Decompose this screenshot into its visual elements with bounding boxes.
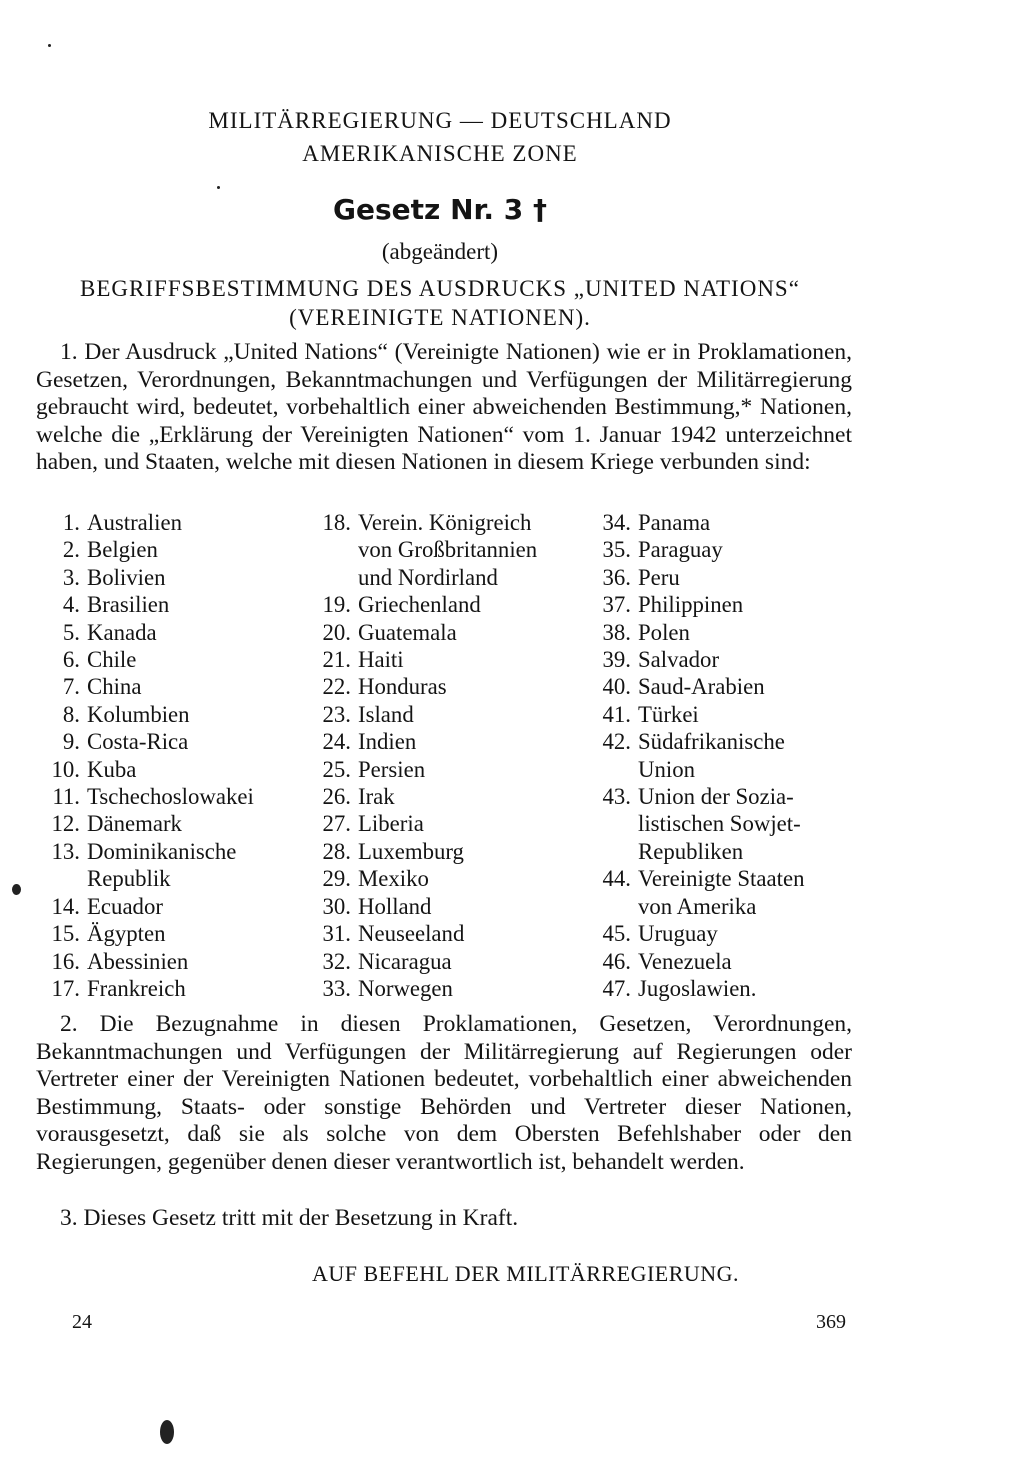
country-name: Island — [358, 701, 414, 727]
country-row — [34, 893, 254, 920]
country-row — [585, 536, 804, 563]
country-number: 10. — [51, 756, 80, 782]
country-entry — [34, 975, 254, 1002]
country-name: Nicaragua — [358, 948, 452, 974]
country-row — [34, 838, 254, 865]
country-entry — [34, 810, 254, 837]
country-entry — [34, 838, 254, 893]
country-number: 24. — [322, 729, 351, 755]
page-number-left: 24 — [72, 1311, 92, 1333]
country-row — [34, 728, 254, 755]
country-row — [585, 948, 804, 975]
country-number: 21. — [322, 647, 351, 673]
country-row — [585, 619, 804, 646]
definition-heading-line2: (VEREINIGTE NATIONEN). — [289, 305, 591, 330]
definition-heading-line1: BEGRIFFSBESTIMMUNG DES AUSDRUCKS „UNITED NATIONS“ — [80, 276, 800, 301]
country-entry — [585, 591, 804, 618]
country-number: 9. — [62, 729, 80, 755]
country-entry — [34, 673, 254, 700]
country-name: Dominikanische — [87, 838, 237, 864]
country-row — [34, 948, 254, 975]
law-title: Gesetz Nr. 3 † — [333, 193, 547, 226]
country-number: 42. — [602, 729, 631, 755]
country-name: China — [87, 674, 142, 700]
country-row — [34, 619, 254, 646]
country-name: Belgien — [87, 537, 158, 563]
country-entry — [34, 756, 254, 783]
country-entry — [305, 893, 537, 920]
country-name-continuation: listischen Sowjet- — [638, 811, 801, 837]
country-entry — [585, 673, 804, 700]
country-entry — [585, 619, 804, 646]
country-number: 7. — [62, 674, 80, 700]
country-entry — [305, 975, 537, 1002]
country-number: 23. — [322, 701, 351, 727]
country-entry — [585, 564, 804, 591]
country-entry — [34, 509, 254, 536]
country-entry — [585, 948, 804, 975]
country-name-continuation: Republik — [87, 866, 171, 892]
country-name-continuation: und Nordirland — [358, 564, 498, 590]
country-name: Honduras — [358, 674, 447, 700]
country-name: Kolumbien — [87, 701, 190, 727]
country-number: 17. — [51, 975, 80, 1001]
country-number: 14. — [51, 893, 80, 919]
header-zone: AMERIKANISCHE ZONE — [302, 141, 578, 166]
country-name: Indien — [358, 729, 417, 755]
country-name: Frankreich — [87, 975, 186, 1001]
country-number: 30. — [322, 893, 351, 919]
country-entry — [34, 728, 254, 755]
country-row — [34, 975, 254, 1002]
country-column-1 — [34, 509, 254, 1002]
country-entry — [585, 920, 804, 947]
country-row — [305, 701, 537, 728]
country-name: Irak — [358, 784, 395, 810]
country-row — [305, 783, 537, 810]
country-name: Bolivien — [87, 564, 166, 590]
country-name: Uruguay — [638, 921, 718, 947]
country-entry — [34, 920, 254, 947]
country-entry — [34, 948, 254, 975]
country-entry — [305, 810, 537, 837]
country-entry — [305, 509, 537, 591]
country-name: Paraguay — [638, 537, 723, 563]
country-number: 44. — [602, 866, 631, 892]
country-name: Panama — [638, 510, 711, 535]
country-row — [305, 728, 537, 755]
country-number: 3. — [62, 564, 80, 590]
country-number: 22. — [322, 674, 351, 700]
country-name-continuation: von Großbritannien — [358, 537, 538, 563]
country-row — [305, 948, 537, 975]
country-name: Union der Sozia- — [638, 784, 794, 810]
country-entry — [585, 646, 804, 673]
country-entry — [34, 591, 254, 618]
country-number: 31. — [322, 921, 351, 947]
country-row — [305, 756, 537, 783]
country-name: Venezuela — [638, 948, 732, 974]
country-number: 47. — [602, 975, 631, 1001]
country-row — [34, 564, 254, 591]
country-row — [34, 701, 254, 728]
country-row — [585, 920, 804, 947]
country-row — [34, 509, 254, 536]
country-row — [34, 646, 254, 673]
country-row — [34, 673, 254, 700]
country-name: Kanada — [87, 619, 157, 645]
country-name: Philippinen — [638, 592, 744, 618]
country-number: 29. — [322, 866, 351, 892]
country-number: 28. — [322, 838, 351, 864]
signature-line: AUF BEFEHL DER MILITÄRREGIERUNG. — [312, 1261, 740, 1286]
paragraph-2: 2. Die Bezugnahme in diesen Proklamationen, Gesetzen, Verordnungen, Bekanntmachungen und Verfügungen der Militärregierung auf Regierungen oder Vertreter einer der Vereinigten Nationen bedeutet, vorbehaltlich einer abweichenden Bestimmung, Staats- oder sonstige Behörden und Vertreter dieser Nationen, vorausgesetzt, daß sie als solche von dem Obersten Befehlshaber oder den Regierungen, gegenüber denen dieser verantwortlich ist, behandelt werden. — [36, 1011, 852, 1175]
country-entry — [585, 536, 804, 563]
country-row — [585, 673, 804, 700]
country-name-continuation: Union — [638, 756, 695, 782]
country-number: 8. — [62, 701, 80, 727]
country-number: 45. — [602, 921, 631, 947]
law-subtitle: (abgeändert) — [381, 239, 499, 264]
country-name: Guatemala — [358, 619, 457, 645]
country-row — [305, 920, 537, 947]
country-row — [585, 509, 804, 536]
country-row — [585, 865, 804, 892]
paragraph-1: 1. Der Ausdruck „United Nations“ (Vereinigte Nationen) wie er in Proklamationen, Gesetzen, Verordnungen, Bekanntmachungen und Verfügungen der Militärregierung gebraucht wird, bedeutet, vorbehaltlich einer abweichenden Bestimmung,* Nationen, welche die „Erklärung der Vereinigten Nationen“ vom 1. Januar 1942 unterzeichnet haben, und Staaten, welche mit diesen Nationen in diesem Kriege verbunden sind: — [36, 339, 852, 476]
country-entry — [305, 701, 537, 728]
country-number: 6. — [62, 647, 80, 673]
country-number: 26. — [322, 784, 351, 810]
country-number: 43. — [602, 784, 631, 810]
scan-speck — [160, 1420, 174, 1444]
country-entry — [34, 893, 254, 920]
country-row — [305, 646, 537, 673]
country-number: 27. — [322, 811, 351, 837]
country-name: Brasilien — [87, 592, 170, 618]
country-row — [585, 728, 804, 755]
country-name: Türkei — [638, 701, 699, 727]
country-number: 12. — [51, 811, 80, 837]
country-entry — [34, 536, 254, 563]
country-name: Verein. Königreich — [358, 510, 532, 535]
country-name: Tschechoslowakei — [87, 784, 254, 810]
country-number: 39. — [602, 647, 631, 673]
country-name: Norwegen — [358, 975, 453, 1001]
country-entry — [34, 619, 254, 646]
country-row — [305, 893, 537, 920]
country-name-continuation: Republiken — [638, 838, 744, 864]
country-row — [305, 673, 537, 700]
country-name: Kuba — [87, 756, 137, 782]
country-number: 18. — [322, 510, 351, 535]
country-row — [585, 783, 804, 810]
country-number: 38. — [602, 619, 631, 645]
country-entry — [305, 920, 537, 947]
country-row — [34, 783, 254, 810]
country-entry — [585, 701, 804, 728]
country-row — [34, 756, 254, 783]
country-number: 16. — [51, 948, 80, 974]
paragraph-3: 3. Dieses Gesetz tritt mit der Besetzung in Kraft. — [60, 1205, 519, 1231]
country-name: Ecuador — [87, 893, 163, 919]
country-name: Holland — [358, 893, 432, 919]
country-row — [305, 509, 537, 536]
country-name: Chile — [87, 647, 137, 673]
country-entry — [585, 865, 804, 920]
country-row — [305, 591, 537, 618]
country-row — [585, 564, 804, 591]
country-entry — [585, 783, 804, 865]
country-entry — [305, 783, 537, 810]
country-name: Dänemark — [87, 811, 182, 837]
country-name: Peru — [638, 564, 680, 590]
country-entry — [305, 619, 537, 646]
country-number: 1. — [62, 510, 80, 535]
country-entry — [34, 646, 254, 673]
country-number: 15. — [51, 921, 80, 947]
country-row — [585, 701, 804, 728]
country-number: 19. — [322, 592, 351, 618]
country-name: Persien — [358, 756, 426, 782]
country-name: Ägypten — [87, 921, 166, 947]
country-name: Jugoslawien. — [638, 975, 757, 1001]
country-name: Mexiko — [358, 866, 429, 892]
country-row — [34, 810, 254, 837]
country-entry — [305, 948, 537, 975]
country-row — [305, 838, 537, 865]
country-name: Liberia — [358, 811, 424, 837]
page-number-right: 369 — [816, 1311, 846, 1333]
country-row — [305, 619, 537, 646]
country-number: 2. — [62, 537, 80, 563]
country-name: Salvador — [638, 647, 720, 673]
country-number: 37. — [602, 592, 631, 618]
country-number: 13. — [51, 838, 80, 864]
header-authority: MILITÄRREGIERUNG — DEUTSCHLAND — [208, 108, 672, 133]
country-entry — [305, 591, 537, 618]
country-number: 36. — [602, 564, 631, 590]
country-entry — [305, 838, 537, 865]
country-name: Saud-Arabien — [638, 674, 765, 700]
country-row — [34, 920, 254, 947]
country-name: Vereinigte Staaten — [638, 866, 805, 892]
country-number: 35. — [602, 537, 631, 563]
country-name: Neuseeland — [358, 921, 465, 947]
country-row — [305, 975, 537, 1002]
country-entry — [305, 865, 537, 892]
country-entry — [585, 728, 804, 783]
country-row — [585, 646, 804, 673]
country-row — [305, 865, 537, 892]
country-number: 32. — [322, 948, 351, 974]
country-entry — [305, 673, 537, 700]
country-name: Costa-Rica — [87, 729, 189, 755]
country-entry — [305, 646, 537, 673]
country-name: Australien — [87, 510, 182, 535]
country-number: 5. — [62, 619, 80, 645]
country-row — [585, 591, 804, 618]
country-name-continuation: von Amerika — [638, 893, 757, 919]
country-name: Haiti — [358, 647, 404, 673]
country-name: Polen — [638, 619, 690, 645]
country-row — [34, 591, 254, 618]
country-column-3 — [585, 509, 804, 1002]
country-entry — [34, 701, 254, 728]
country-name: Südafrikanische — [638, 729, 785, 755]
scan-speck — [217, 186, 220, 189]
country-name: Abessinien — [87, 948, 189, 974]
country-number: 41. — [602, 701, 631, 727]
country-column-2 — [305, 509, 537, 1002]
country-entry — [305, 756, 537, 783]
country-entry — [34, 564, 254, 591]
country-number: 46. — [602, 948, 631, 974]
country-number: 34. — [602, 510, 631, 535]
country-number: 20. — [322, 619, 351, 645]
country-entry — [305, 728, 537, 755]
country-number: 4. — [62, 592, 80, 618]
country-number: 11. — [52, 784, 80, 810]
country-number: 25. — [322, 756, 351, 782]
country-name: Luxemburg — [358, 838, 464, 864]
scan-speck — [12, 884, 21, 895]
country-entry — [34, 783, 254, 810]
country-name: Griechenland — [358, 592, 481, 618]
country-row — [585, 975, 804, 1002]
country-number: 33. — [322, 975, 351, 1001]
country-entry — [585, 975, 804, 1002]
scan-speck — [48, 44, 51, 47]
country-row — [34, 536, 254, 563]
country-number: 40. — [602, 674, 631, 700]
country-entry — [585, 509, 804, 536]
country-row — [305, 810, 537, 837]
